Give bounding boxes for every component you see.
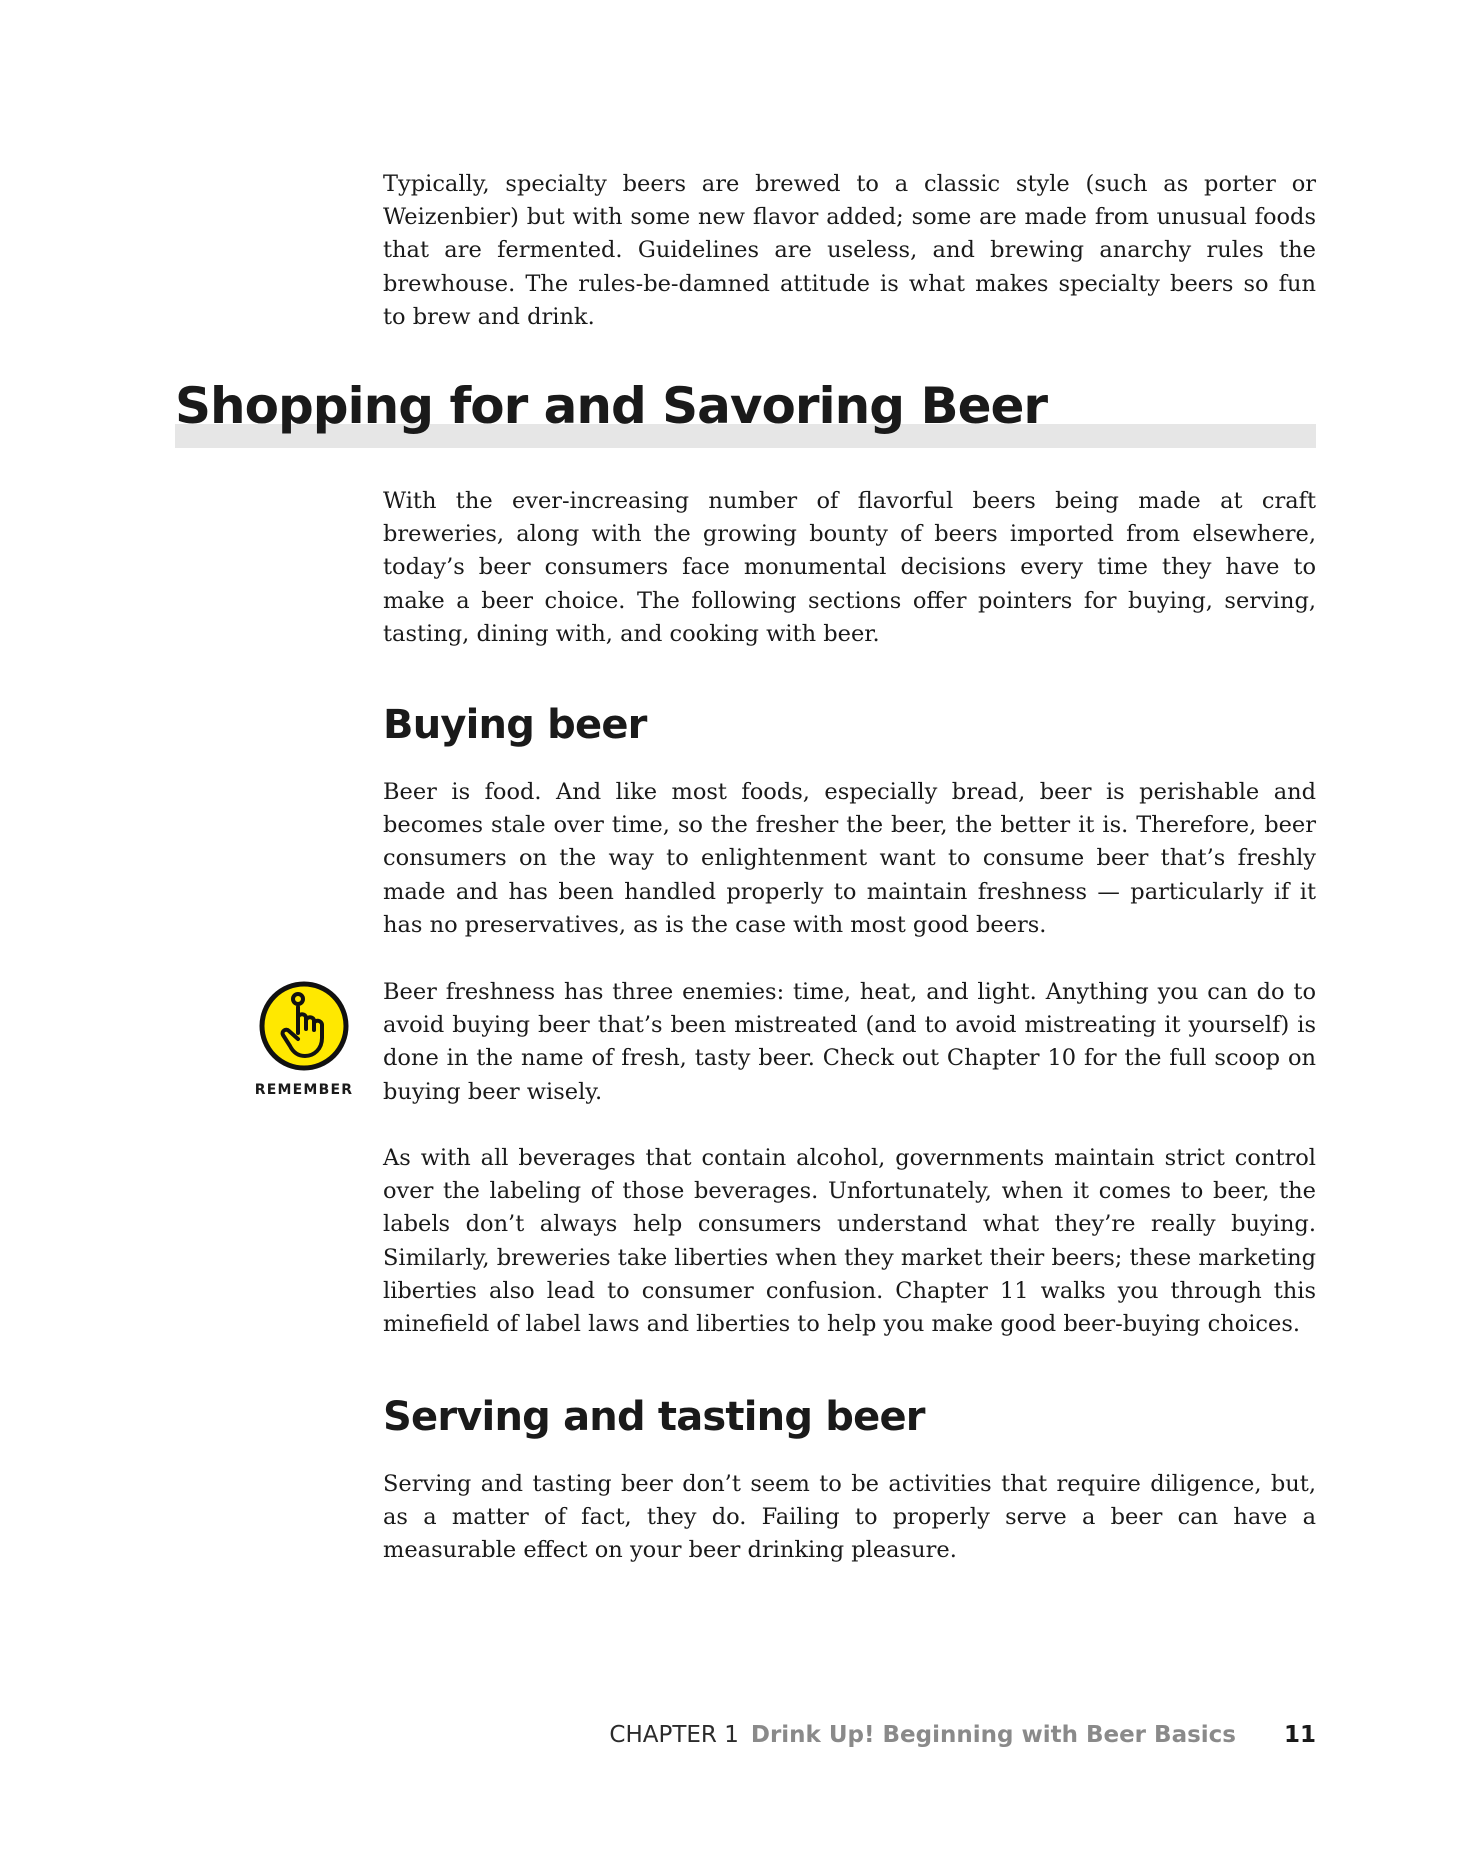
serving-tasting-heading: Serving and tasting beer bbox=[383, 1394, 925, 1440]
section-intro-paragraph: With the ever-increasing number of flavorful beers being made at craft breweries, along with the growing bounty of beers imported from elsewhere, today’s beer consumers face monumental decisions every time they have to make a beer choice. The following sections offer pointers for buying, serving, tasting, dining with, and cooking with beer. bbox=[383, 488, 1316, 647]
remember-callout bbox=[250, 980, 358, 1098]
serving-paragraph: Serving and tasting beer don’t seem to be activities that require diligence, but, as a matter of fact, they do. Failing to properly serve a beer can have a measurable effect on your beer drinking pleasure. bbox=[383, 1471, 1316, 1564]
page-footer bbox=[609, 1722, 1316, 1748]
footer-chapter: CHAPTER 1 bbox=[609, 1722, 739, 1748]
buying-paragraph-1: Beer is food. And like most foods, especially bread, beer is perishable and becomes stale over time, so the fresher the beer, the better it is. Therefore, beer consumers on the way to enlightenment want to consume beer that’s freshly made and has been handled properly to maintain freshness — particularly if it has no preservatives, as is the case with most good beers. bbox=[383, 779, 1316, 938]
buying-paragraph-2: Beer freshness has three enemies: time, heat, and light. Anything you can do to avoid buying beer that’s been mistreated (and to avoid mistreating it yourself) is done in the name of fresh, tasty beer. Check out Chapter 10 for the full scoop on buying beer wisely. bbox=[383, 979, 1316, 1105]
remember-hand-icon bbox=[258, 980, 350, 1072]
section-heading: Shopping for and Savoring Beer bbox=[175, 377, 1048, 435]
buying-beer-heading: Buying beer bbox=[383, 702, 647, 748]
buying-paragraph-3: As with all beverages that contain alcohol, governments maintain strict control over the labeling of those beverages. Unfortunately, when it comes to beer, the labels don’t always help consumers understand what they’re really buying. Similarly, breweries take liberties when they market their beers; these marketing liberties also lead to consumer confusion. Chapter 11 walks you through this minefield of label laws and liberties to help you make good beer-buying choices. bbox=[383, 1145, 1316, 1338]
remember-label: REMEMBER bbox=[254, 1082, 354, 1098]
page-number: 11 bbox=[1283, 1722, 1316, 1748]
footer-chapter-title: Drink Up! Beginning with Beer Basics bbox=[750, 1722, 1236, 1748]
intro-paragraph: Typically, specialty beers are brewed to a classic style (such as porter or Weizenbier) but with some new flavor added; some are made from unusual foods that are fermented. Guidelines are useless, and brewing anarchy rules the brewhouse. The rules-be-damned attitude is what makes specialty beers so fun to brew and drink. bbox=[383, 171, 1316, 330]
